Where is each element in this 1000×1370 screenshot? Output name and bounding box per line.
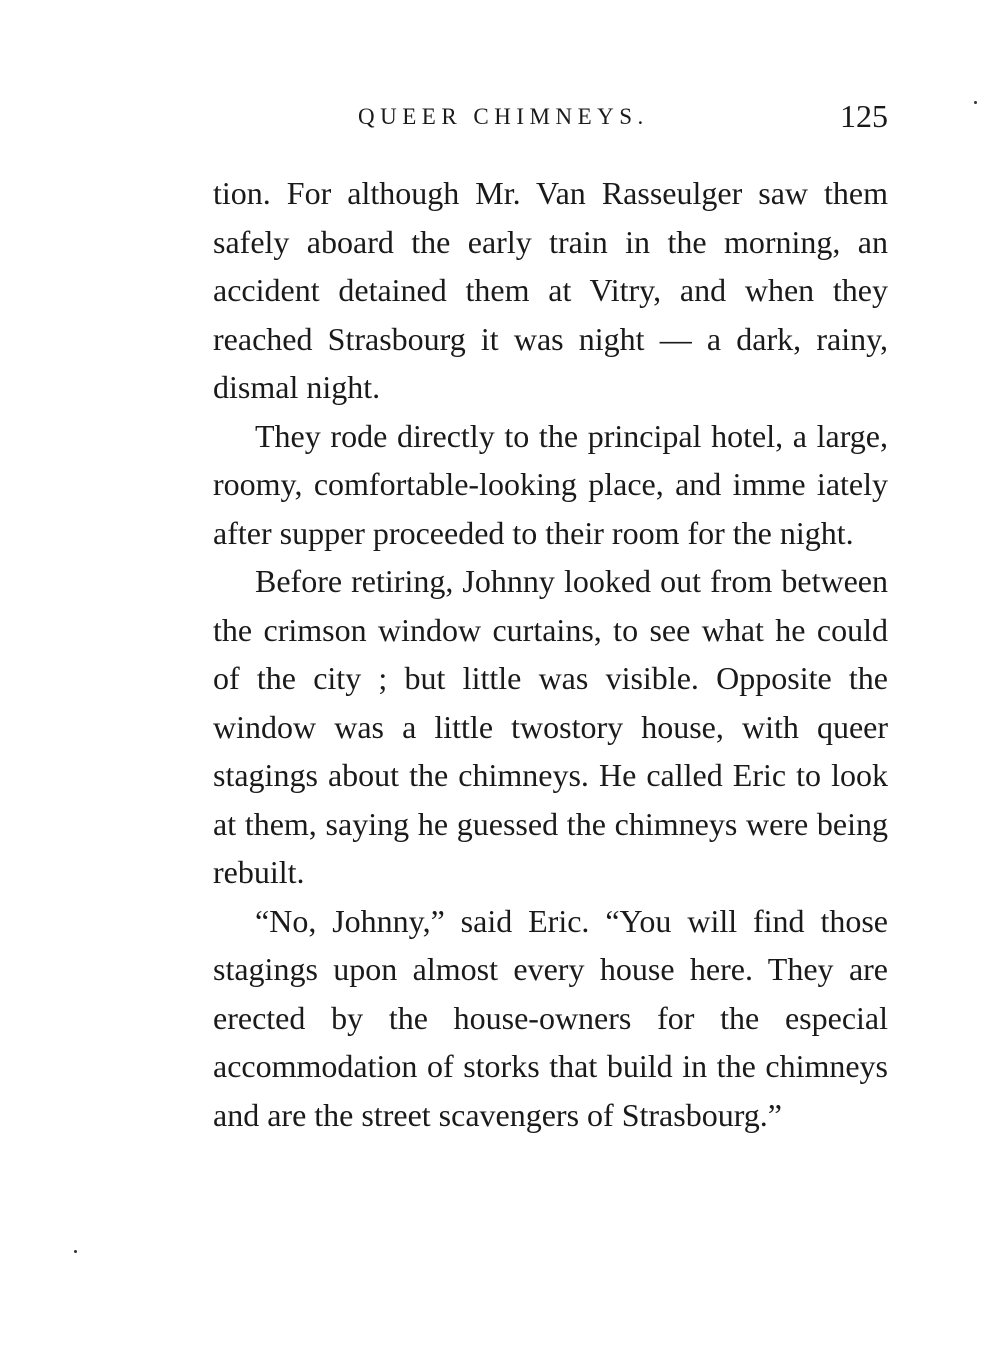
paragraph-4: “No, Johnny,” said Eric. “You will find those stagings upon almost every house here. They are erected by the house-owners for the especial accommodation of storks that build in the chimneys and are the street scavengers of Strasbourg.” <box>213 902 888 1133</box>
body-text <box>213 169 888 1139</box>
running-title: QUEER CHIMNEYS. <box>358 104 649 129</box>
paragraph-3: Before retiring, Johnny looked out from between the crimson window curtains, to see what he could of the city ; but little was visible. Opposite the window was a little twostory house, with queer stagings about the chimneys. He called Eric to look at them, saying he guessed the chimneys were being rebuilt. <box>213 563 888 890</box>
paragraph-1: tion. For although Mr. Van Rasseulger saw them safely aboard the early train in the morning, an accident detained them at Vitry, and when they reached Strasbourg it was night — a dark, rainy, dismal night. <box>213 175 888 405</box>
scan-speck <box>74 1250 77 1253</box>
paragraph-2: They rode directly to the principal hotel, a large, roomy, comfortable-looking place, and imme iately after supper proceeded to their room for the night. <box>213 417 888 551</box>
page-number: 125 <box>840 98 888 134</box>
page-header <box>213 98 888 138</box>
scan-speck <box>974 101 977 104</box>
